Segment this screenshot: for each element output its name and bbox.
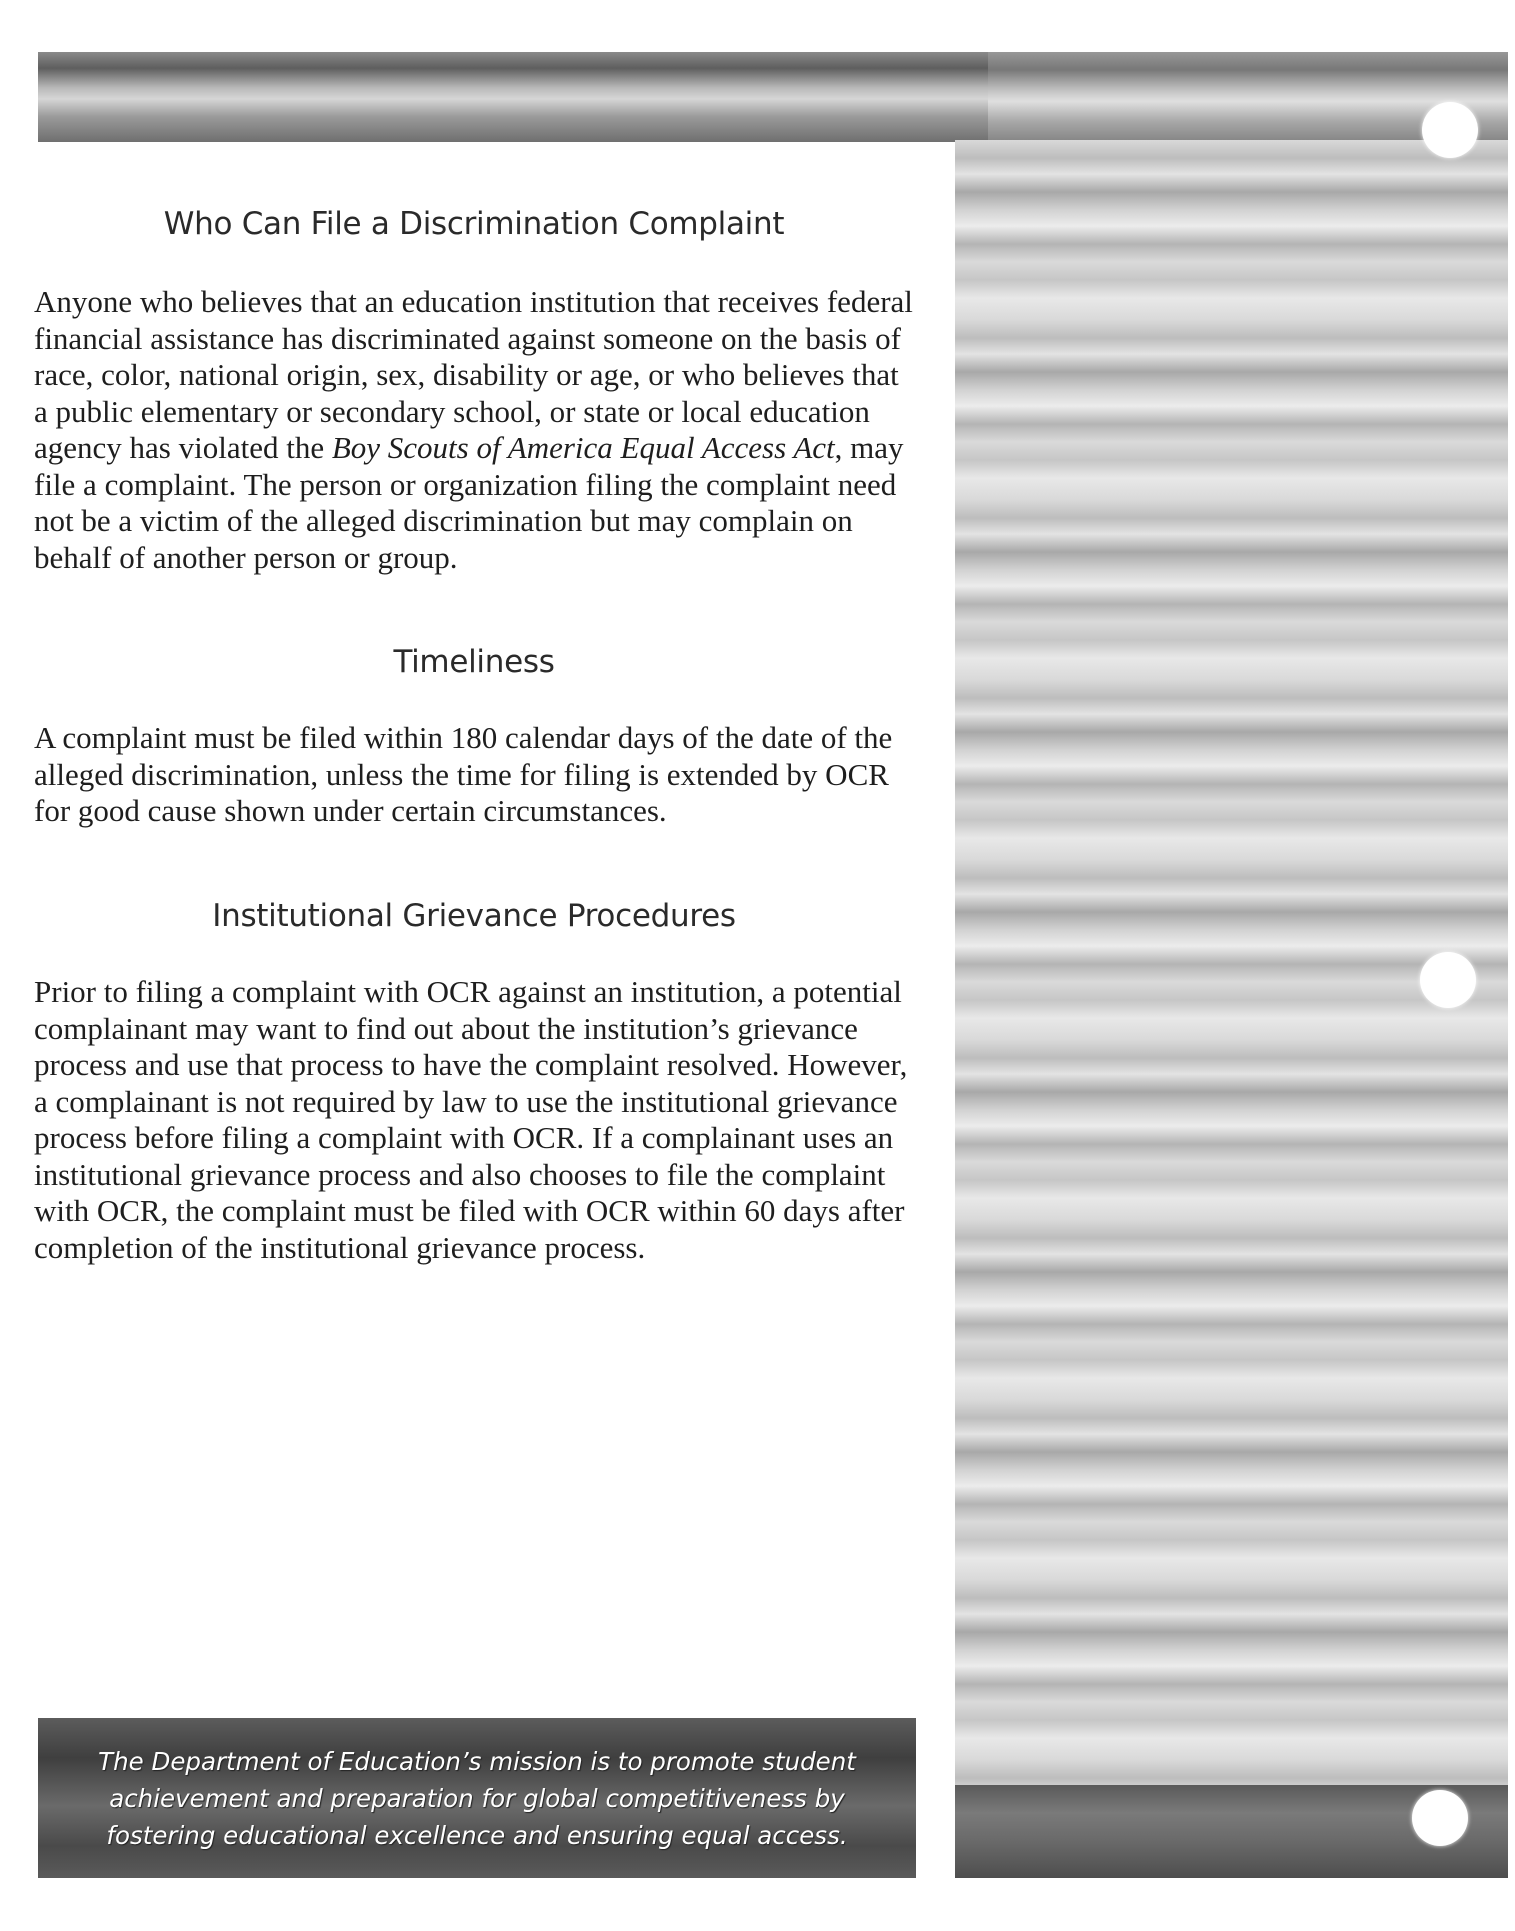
punch-hole-middle [1420,952,1476,1008]
mission-statement-banner [38,1718,916,1878]
mission-statement-text: The Department of Education’s mission is to promote student achievement and preparation for global competitiveness by fostering educational excellence and ensuring equal access. [98,1746,856,1850]
punch-hole-bottom [1412,1790,1468,1846]
heading-grievance-procedures: Institutional Grievance Procedures [212,898,736,934]
paragraph-timeliness: A complaint must be filed within 180 calendar days of the date of the alleged discrimination, unless the time for filing is extended by OCR for good cause shown under certain circumstances. [34,720,893,828]
act-name-italic: Boy Scouts of America Equal Access Act [331,430,835,465]
paragraph-grievance-procedures: Prior to filing a complaint with OCR against an institution, a potential complainant may want to find out about the institution’s grievance process and use that process to have the complaint resolved. However, a complainant is not required by law to use the institutional grievance process before filing a complaint with OCR. If a complainant uses an institutional grievance process and also chooses to file the complaint with OCR, the complaint must be filed with OCR within 60 days after completion of the institutional grievance process. [34,974,908,1265]
header-decorative-bar [38,52,1508,142]
heading-who-can-file: Who Can File a Discrimination Complaint [163,206,785,242]
paragraph-who-can-file-part-1: Anyone who believes that an education institution that receives federal financial assistance has discriminated against someone on the basis of race, color, national origin, sex, disability or age, or who believes that a public elementary or secondary school, or state or local education agency has violated the [34,284,913,465]
paragraph-who-can-file-part-2: , may file a complaint. The person or organization filing the complaint need not be a victim of the alleged discrimination but may complain on behalf of another person or group. [34,430,904,575]
paragraph-who-can-file [34,284,914,576]
punch-hole-top [1422,102,1478,158]
heading-timeliness: Timeliness [393,644,555,680]
